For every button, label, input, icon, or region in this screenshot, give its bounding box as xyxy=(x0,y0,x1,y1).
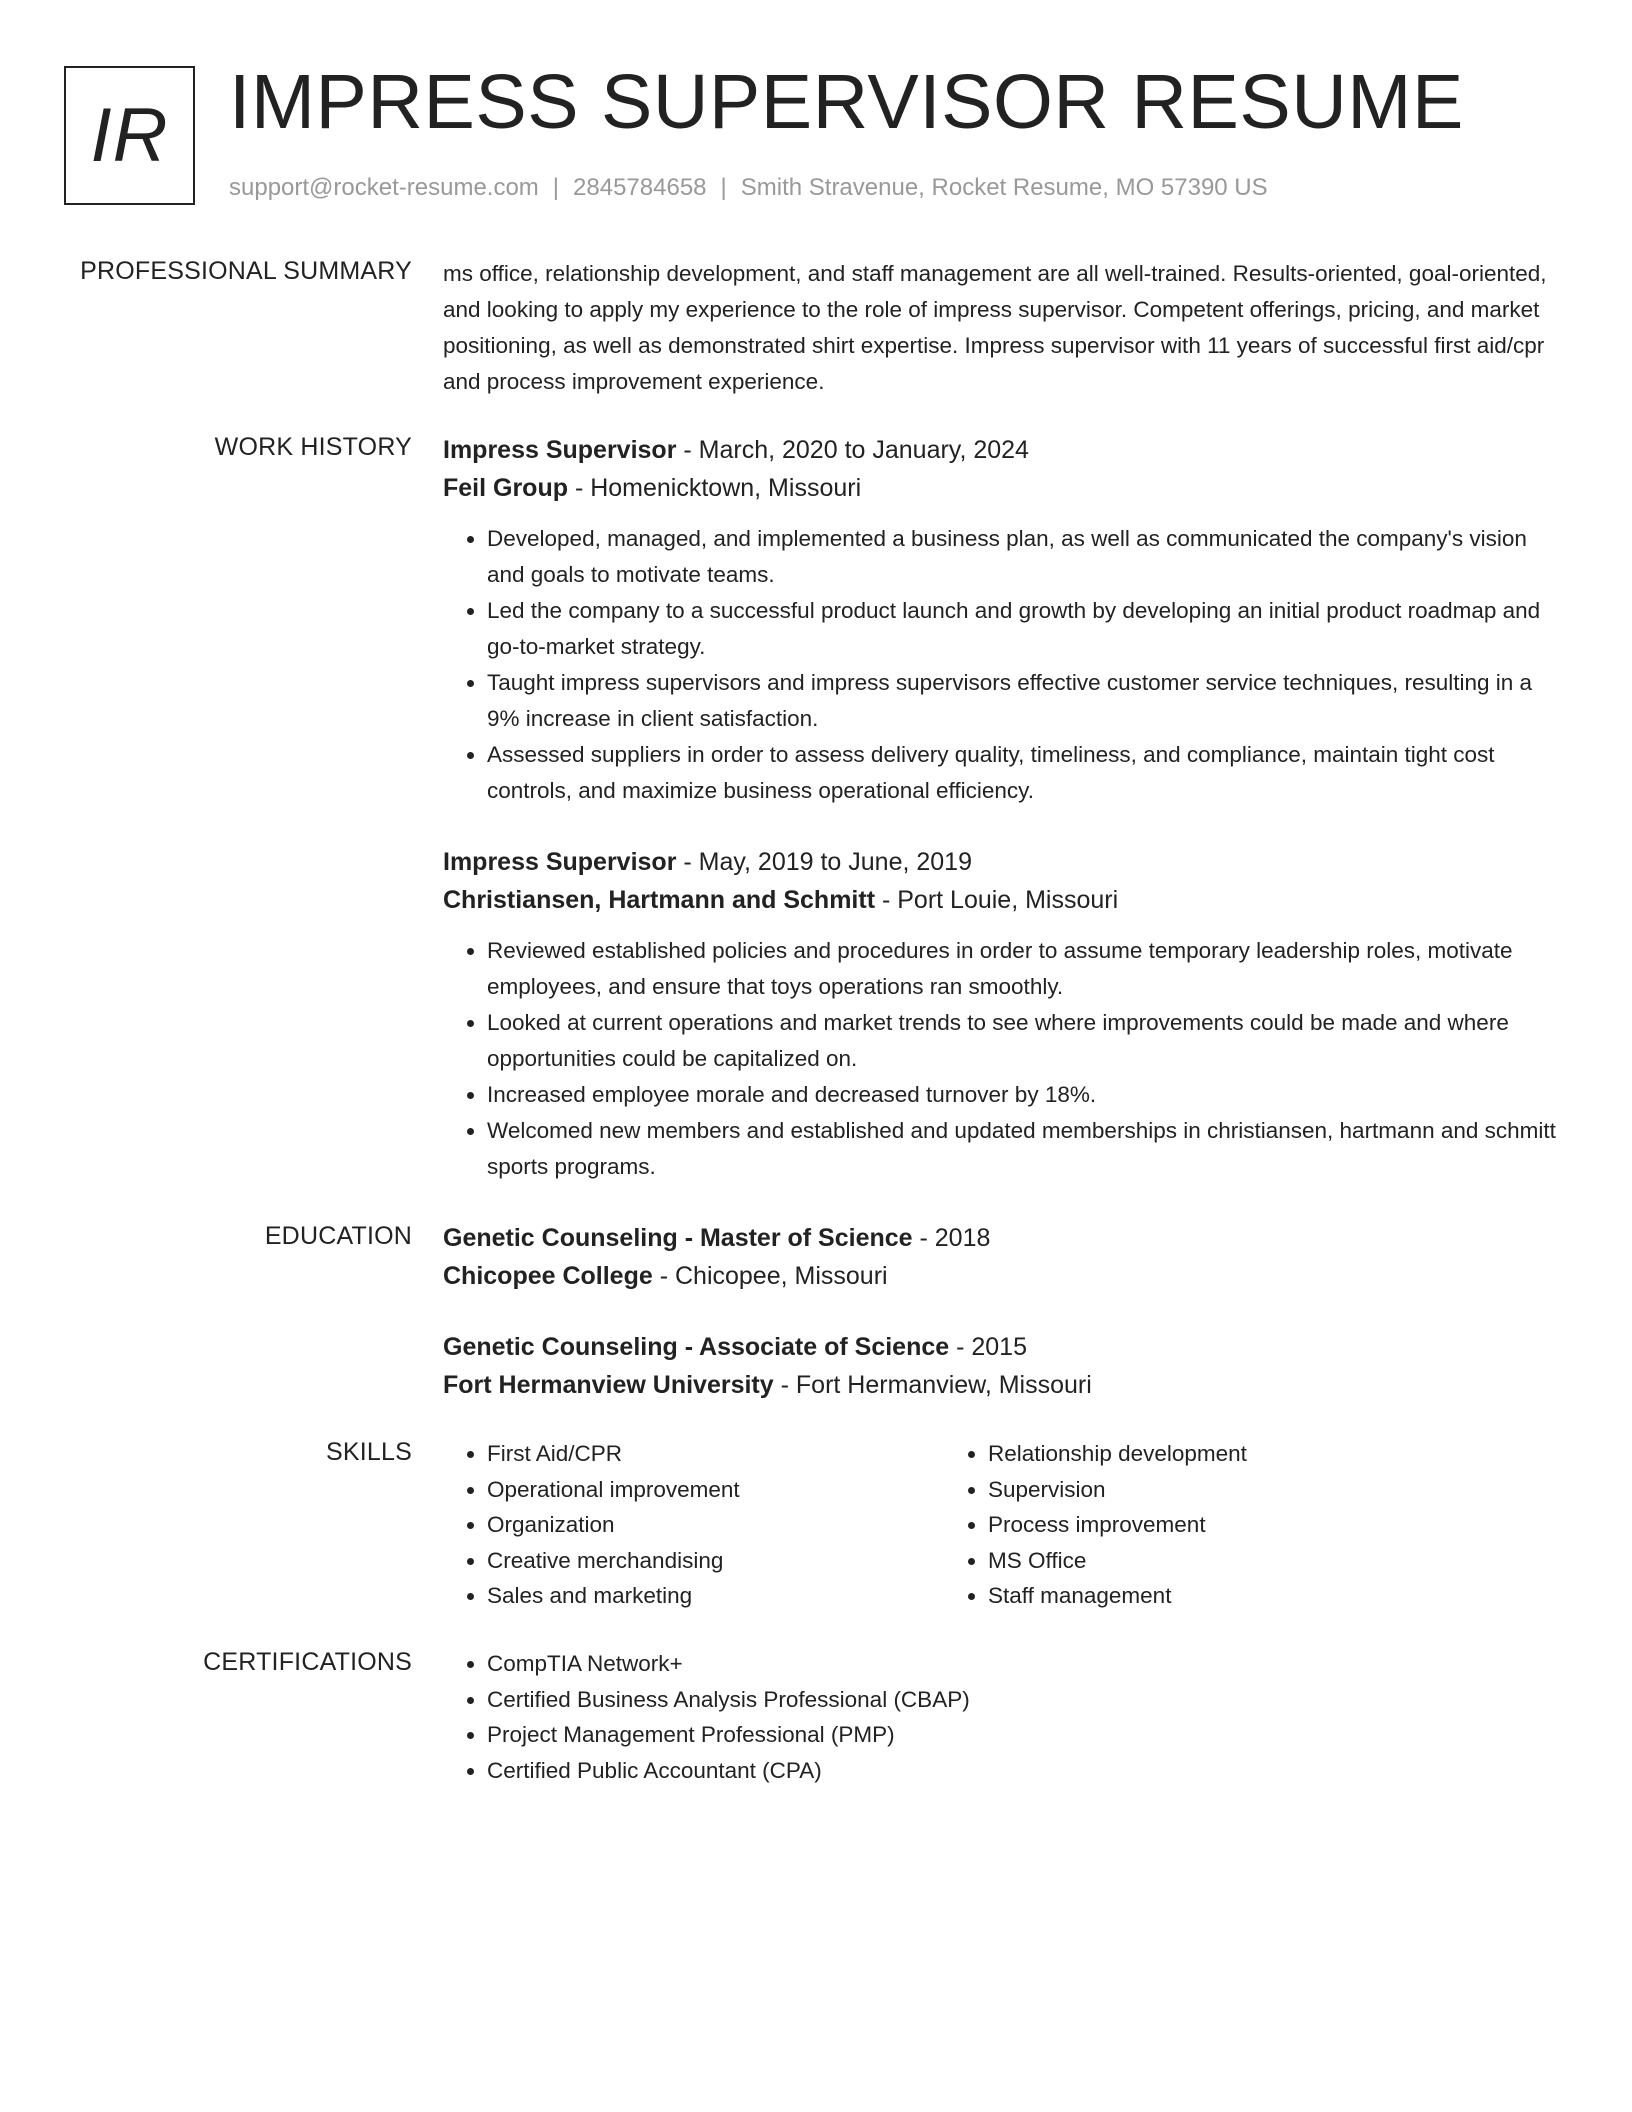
job-dates: - March, 2020 to January, 2024 xyxy=(676,436,1029,464)
certifications-heading: CERTIFICATIONS xyxy=(203,1648,412,1676)
school-name: Chicopee College xyxy=(443,1262,653,1290)
skills-list-left xyxy=(443,1436,944,1614)
school-name: Fort Hermanview University xyxy=(443,1371,774,1399)
list-item: • Developed, managed, and implemented a business plan, as well as communicated the company's vision and goals to motivate teams. xyxy=(487,521,1563,593)
list-item: • Taught impress supervisors and impress supervisors effective customer service techniques, resulting in a 9% increase in client satisfaction. xyxy=(487,665,1563,737)
skills-heading: SKILLS xyxy=(326,1438,412,1466)
job-company: Feil Group xyxy=(443,474,568,502)
certifications-list xyxy=(443,1646,1563,1788)
contact-address: Smith Stravenue, Rocket Resume, MO 57390 US xyxy=(740,174,1268,201)
contact-separator: | xyxy=(720,174,727,201)
school-line xyxy=(443,1366,1563,1404)
job-title: Impress Supervisor xyxy=(443,848,677,876)
skills-columns xyxy=(443,1436,1563,1614)
list-item: • Led the company to a successful product launch and growth by developing an initial product roadmap and go-to-market strategy. xyxy=(487,593,1563,665)
job-company-line xyxy=(443,469,1563,507)
summary-text: ms office, relationship development, and staff management are all well-trained. Results-oriented, goal-oriented, and looking to apply my experience to the role of impress supervisor. Competent offerings, pricing, and market positioning, as well as demonstrated shirt expertise. Impress supervisor with 11 years of successful first aid/cpr and process improvement experience. xyxy=(443,261,1547,394)
job-title: Impress Supervisor xyxy=(443,436,677,464)
list-item: • MS Office xyxy=(988,1543,1445,1579)
skills-section xyxy=(443,1436,1563,1614)
list-item: • Welcomed new members and established and updated memberships in christiansen, hartmann and schmitt sports programs. xyxy=(487,1113,1563,1185)
list-item: • Assessed suppliers in order to assess delivery quality, timeliness, and compliance, maintain tight cost controls, and maximize business operational efficiency. xyxy=(487,737,1563,809)
skills-list-right xyxy=(944,1436,1445,1614)
job-entry xyxy=(443,431,1563,809)
job-title-line xyxy=(443,431,1563,469)
list-item: • Project Management Professional (PMP) xyxy=(487,1717,1563,1753)
certifications-section xyxy=(443,1646,1563,1788)
degree-name: Genetic Counseling - Master of Science xyxy=(443,1224,913,1252)
contact-separator: | xyxy=(552,174,560,201)
job-entry xyxy=(443,843,1563,1185)
list-item: • Staff management xyxy=(988,1578,1445,1614)
degree-name: Genetic Counseling - Associate of Science xyxy=(443,1333,950,1361)
summary-heading: PROFESSIONAL SUMMARY xyxy=(80,257,412,285)
work-history-heading: WORK HISTORY xyxy=(214,433,412,461)
education-entry xyxy=(443,1219,1563,1295)
list-item: • Supervision xyxy=(988,1472,1445,1508)
list-item: • Looked at current operations and market trends to see where improvements could be made and where opportunities could be capitalized on. xyxy=(487,1005,1563,1077)
job-dates: - May, 2019 to June, 2019 xyxy=(676,848,972,876)
degree-year: - 2015 xyxy=(949,1333,1027,1361)
list-item: • Operational improvement xyxy=(487,1472,944,1508)
list-item: • Organization xyxy=(487,1507,944,1543)
list-item: • First Aid/CPR xyxy=(487,1436,944,1472)
job-location: - Port Louie, Missouri xyxy=(875,886,1119,914)
resume-title: IMPRESS SUPERVISOR RESUME xyxy=(229,59,1464,145)
degree-line xyxy=(443,1328,1563,1366)
list-item: • Process improvement xyxy=(988,1507,1445,1543)
list-item: • CompTIA Network+ xyxy=(487,1646,1563,1682)
monogram-logo: IR xyxy=(64,66,195,205)
degree-line xyxy=(443,1219,1563,1257)
school-line xyxy=(443,1257,1563,1295)
list-item: • Creative merchandising xyxy=(487,1543,944,1579)
list-item: • Certified Public Accountant (CPA) xyxy=(487,1753,1563,1789)
job-title-line xyxy=(443,843,1563,881)
school-location: - Fort Hermanview, Missouri xyxy=(773,1371,1092,1399)
degree-year: - 2018 xyxy=(912,1224,991,1252)
contact-phone[interactable]: 2845784658 xyxy=(573,174,707,201)
summary-section xyxy=(443,256,1563,400)
contact-email[interactable]: support@rocket-resume.com xyxy=(229,174,539,201)
contact-line xyxy=(229,174,1268,202)
list-item: • Certified Business Analysis Professional (CBAP) xyxy=(487,1682,1563,1718)
list-item: • Increased employee morale and decreased turnover by 18%. xyxy=(487,1077,1563,1113)
job-bullets xyxy=(443,933,1563,1185)
education-heading: EDUCATION xyxy=(264,1222,412,1250)
list-item: • Sales and marketing xyxy=(487,1578,944,1614)
school-location: - Chicopee, Missouri xyxy=(652,1262,888,1290)
job-company-line xyxy=(443,881,1563,919)
job-company: Christiansen, Hartmann and Schmitt xyxy=(443,886,876,914)
list-item: • Reviewed established policies and procedures in order to assume temporary leadership roles, motivate employees, and ensure that toys operations ran smoothly. xyxy=(487,933,1563,1005)
job-location: - Homenicktown, Missouri xyxy=(568,474,862,502)
job-bullets xyxy=(443,521,1563,809)
education-entry xyxy=(443,1328,1563,1404)
list-item: • Relationship development xyxy=(988,1436,1445,1472)
